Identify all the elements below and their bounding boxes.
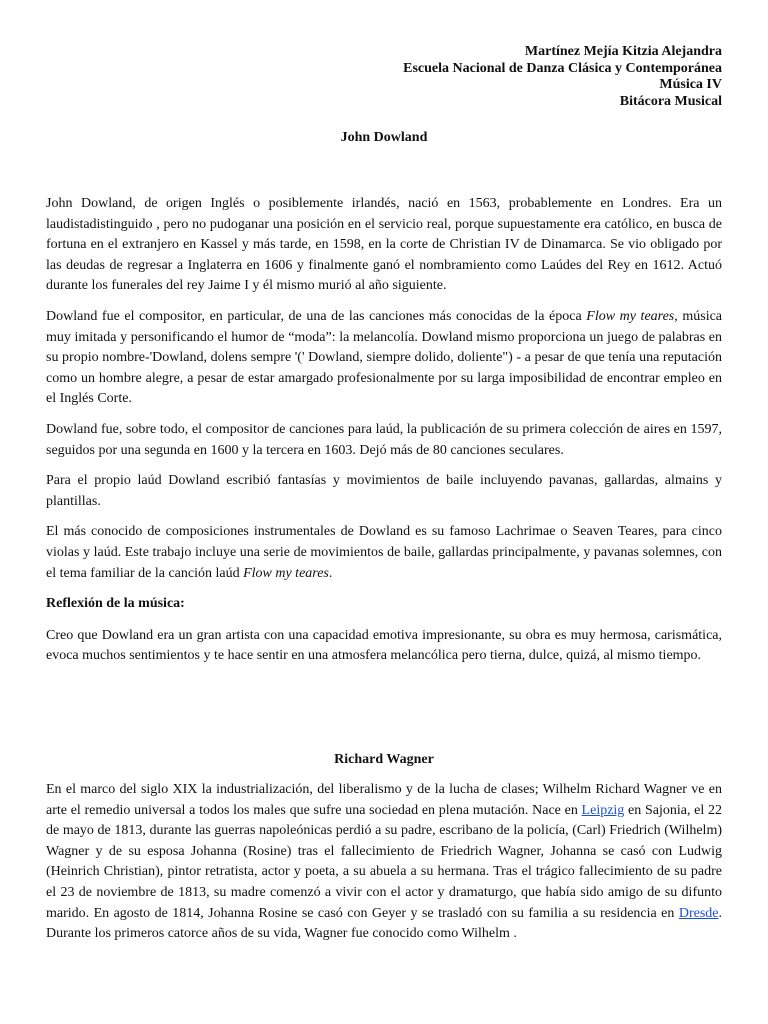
wagner-title: Richard Wagner [334, 752, 434, 767]
dowland-paragraph-4: Para el propio laúd Dowland escribió fantasías y movimientos de baile incluyendo pavanas, gallardas, almains y plantillas. [46, 473, 722, 509]
author-name: Martínez Mejía Kitzia Alejandra [524, 44, 722, 59]
dowland-section [46, 194, 722, 677]
course-name: Música IV [659, 77, 722, 92]
dowland-p5-text-b: . [328, 565, 333, 581]
school-name: Escuela Nacional de Danza Clásica y Contemporánea [403, 60, 722, 76]
dowland-p5-text-a: El más conocido de composiciones instrumentales de Dowland es su famoso Lachrimae o Seaven Teares, para cinco violas y laúd. Este trabajo incluye una serie de movimientos de baile, gallardas principalmente, y pavanas solemnes, con el tema familiar de la canción laúd [46, 524, 722, 581]
document-type: Bitácora Musical [619, 93, 722, 109]
song-title: Flow my teares [243, 565, 329, 581]
wagner-section [46, 780, 722, 955]
dowland-paragraph-2 [46, 307, 722, 410]
dowland-paragraph-1: John Dowland, de origen Inglés o posiblemente irlandés, nació en 1563, probablemente en Londres. Era un laudistadistinguido , pero no pudoganar una posición en el servicio real, porque supuestamente era católico, en busca de fortuna en el extranjero en Kassel y más tarde, en 1598, en la corte de Christian IV de Dinamarca. Se vio obligado por las deudas de regresar a Inglaterra en 1606 y finalmente ganó el nombramiento como Laúdes del Rey en 1612. Actuó durante los funerales del rey Jaime I y él mismo murió al año siguiente. [46, 196, 722, 294]
dowland-paragraph-5 [46, 522, 722, 584]
dowland-paragraph-3: Dowland fue, sobre todo, el compositor de canciones para laúd, la publicación de su primera colección de aires en 1597, seguidos por una segunda en 1600 y la tercera en 1603. Dejó más de 80 canciones seculares. [46, 421, 722, 458]
reflection-heading: Reflexión de la música: [46, 596, 185, 612]
wagner-p1-text-b: en Sajonia, el 22 de mayo de 1813, durante las guerras napoleónicas perdió a su padre, escribano de la policía, (Carl) Friedrich (Wilhelm) Wagner y de su esposa Johanna (Rosine) tras el fallecimiento de Friedrich Wagner, Johanna se casó con Ludwig (Heinrich Christian), pintor retratista, actor y poeta, a su abuela a su hermana. Tras el trágico fallecimiento de su padre el 23 de noviembre de 1813, su madre comenzó a vivir con el actor y dramaturgo, que había sido amigo de su difunto marido. En agosto de 1814, Johanna Rosine se casó con Geyer y se trasladó con su familia a su residencia en [46, 802, 723, 921]
wagner-p1-text-a: En el marco del siglo XIX la industrialización, del liberalismo y de la lucha de clases; Wilhelm Richard Wagner ve en arte el remedio universal a todos los males que sufre una sociedad en plena mutación. Nace en [46, 782, 722, 818]
dresde-link[interactable]: Dresde [678, 905, 719, 921]
dowland-p2-text-b: , música muy imitada y personificando el humor de “moda”: la melancolía. Dowland mismo proporciona un juego de palabras en su propio nombre-'Dowland, dolens sempre '(' Dowland, siempre dolido, doliente") - a pesar de que tenía una reputación como un hombre alegre, a pesar de estar amargado profesionalmente por su larga imposibilidad de encontrar empleo en el Inglés Corte. [46, 308, 723, 407]
dowland-p2-text-a: Dowland fue el compositor, en particular, de una de las canciones más conocidas de la época [46, 308, 587, 324]
leipzig-link[interactable]: Leipzig [581, 802, 625, 818]
dowland-title: John Dowland [340, 130, 428, 145]
song-title: Flow my teares [586, 308, 675, 324]
wagner-paragraph-1 [46, 780, 722, 945]
document-header [403, 44, 722, 110]
reflection-paragraph: Creo que Dowland era un gran artista con una capacidad emotiva impresionante, su obra es muy hermosa, carismática, evoca muchos sentimientos y te hace sentir en una atmosfera melancólica pero tierna, dulce, quizá, al mismo tiempo. [46, 627, 722, 664]
wagner-p1-text-c: . Durante los primeros catorce años de su vida, Wagner fue conocido como Wilhelm . [46, 905, 722, 942]
